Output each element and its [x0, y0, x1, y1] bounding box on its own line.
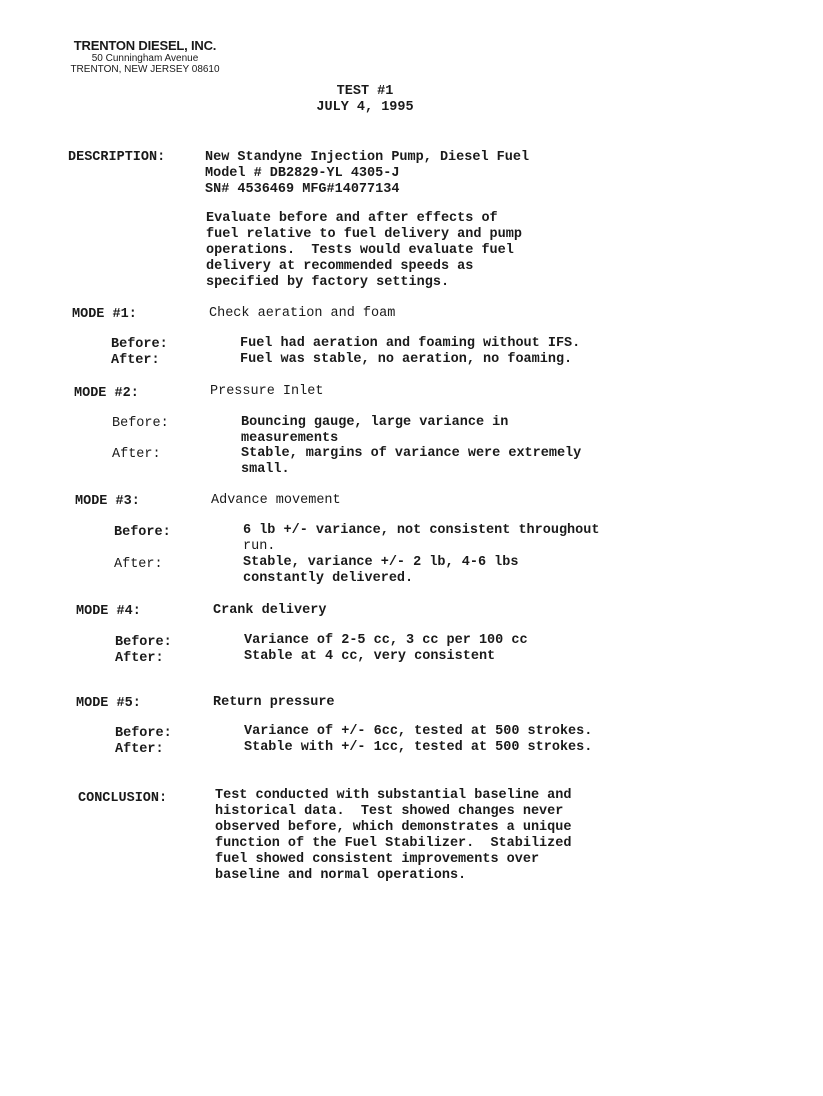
- mode-2-title: Pressure Inlet: [210, 384, 324, 399]
- conclusion-line: fuel showed consistent improvements over: [215, 852, 540, 867]
- mode-3-after-text: constantly delivered.: [243, 571, 414, 586]
- description-line: SN# 4536469 MFG#14077134: [205, 182, 400, 197]
- mode-1-title: Check aeration and foam: [209, 306, 396, 321]
- mode-3-before-text: run.: [243, 539, 276, 554]
- mode-2-before-text: measurements: [241, 431, 339, 446]
- mode-1-before-text: Fuel had aeration and foaming without IFS.: [240, 336, 581, 351]
- description-line: New Standyne Injection Pump, Diesel Fuel: [205, 150, 530, 165]
- mode-4-title: Crank delivery: [213, 603, 327, 618]
- mode-2-after-label: After:: [112, 447, 161, 462]
- mode-4-label: MODE #4:: [76, 604, 141, 619]
- description-paragraph-line: Evaluate before and after effects of: [206, 211, 498, 226]
- conclusion-line: baseline and normal operations.: [215, 868, 467, 883]
- city-address: TRENTON, NEW JERSEY 08610: [70, 64, 220, 75]
- mode-5-label: MODE #5:: [76, 696, 141, 711]
- description-paragraph-line: operations. Tests would evaluate fuel: [206, 243, 514, 258]
- mode-3-before-text: 6 lb +/- variance, not consistent throughout: [243, 523, 600, 538]
- mode-2-before-label: Before:: [112, 416, 169, 431]
- mode-4-after-label: After:: [115, 651, 164, 666]
- description-paragraph-line: fuel relative to fuel delivery and pump: [206, 227, 522, 242]
- mode-3-after-text: Stable, variance +/- 2 lb, 4-6 lbs: [243, 555, 519, 570]
- conclusion-line: historical data. Test showed changes never: [215, 804, 564, 819]
- mode-5-title: Return pressure: [213, 695, 335, 710]
- mode-4-before-text: Variance of 2-5 cc, 3 cc per 100 cc: [244, 633, 528, 648]
- description-label: DESCRIPTION:: [68, 150, 166, 165]
- conclusion-line: function of the Fuel Stabilizer. Stabilized: [215, 836, 572, 851]
- mode-4-before-label: Before:: [115, 635, 172, 650]
- conclusion-line: Test conducted with substantial baseline and: [215, 788, 572, 803]
- mode-2-after-text: Stable, margins of variance were extremely: [241, 446, 582, 461]
- mode-2-after-text: small.: [241, 462, 290, 477]
- mode-2-before-text: Bouncing gauge, large variance in: [241, 415, 509, 430]
- letterhead: [40, 38, 250, 75]
- mode-5-before-text: Variance of +/- 6cc, tested at 500 strokes.: [244, 724, 593, 739]
- mode-3-label: MODE #3:: [75, 494, 140, 509]
- mode-3-before-label: Before:: [114, 525, 171, 540]
- street-address: 50 Cunningham Avenue: [91, 53, 199, 64]
- description-line: Model # DB2829-YL 4305-J: [205, 166, 400, 181]
- mode-3-after-label: After:: [114, 557, 163, 572]
- conclusion-line: observed before, which demonstrates a unique: [215, 820, 572, 835]
- test-title: TEST #1: [336, 84, 394, 99]
- mode-5-before-label: Before:: [115, 726, 172, 741]
- test-header: [260, 84, 470, 116]
- mode-1-before-label: Before:: [111, 337, 168, 352]
- conclusion-label: CONCLUSION:: [78, 791, 168, 806]
- mode-1-after-text: Fuel was stable, no aeration, no foaming.: [240, 352, 573, 367]
- description-paragraph-line: delivery at recommended speeds as: [206, 259, 474, 274]
- mode-5-after-label: After:: [115, 742, 164, 757]
- mode-2-label: MODE #2:: [74, 386, 139, 401]
- mode-1-label: MODE #1:: [72, 307, 137, 322]
- company-name: TRENTON DIESEL, INC.: [73, 38, 217, 53]
- mode-5-after-text: Stable with +/- 1cc, tested at 500 strokes.: [244, 740, 593, 755]
- mode-4-after-text: Stable at 4 cc, very consistent: [244, 649, 496, 664]
- mode-3-title: Advance movement: [211, 493, 341, 508]
- mode-1-after-label: After:: [111, 353, 160, 368]
- description-paragraph-line: specified by factory settings.: [206, 275, 450, 290]
- test-date: JULY 4, 1995: [316, 100, 414, 115]
